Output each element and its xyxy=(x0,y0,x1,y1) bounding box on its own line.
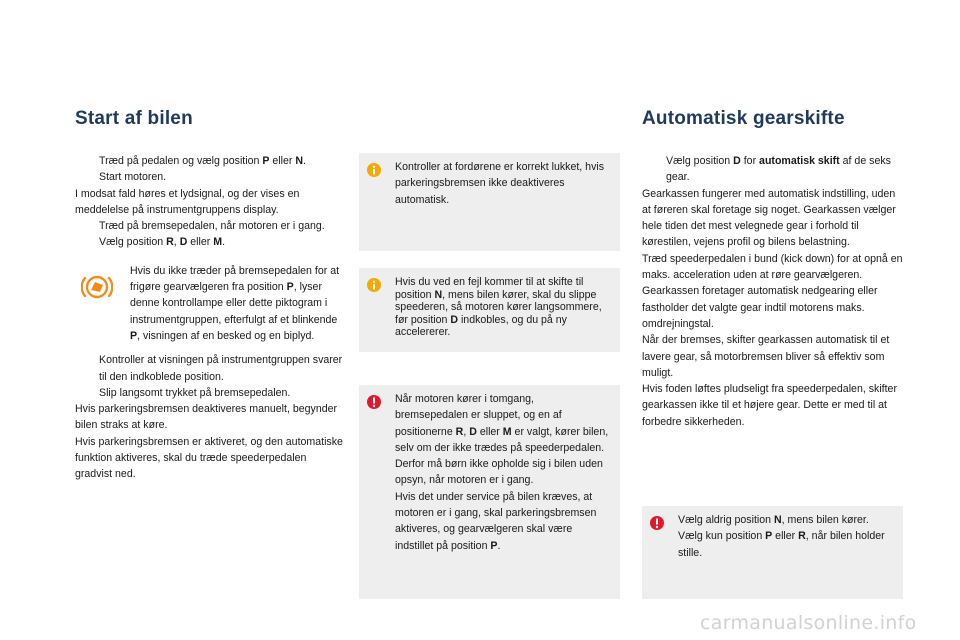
warning-idle-children: Derfor må børn ikke opholde sig i bilen uden opsyn, når motoren er i gang. xyxy=(395,458,603,487)
step-brake-pedal: Træd på bremsepedalen, når motoren er i gang. xyxy=(99,220,325,233)
paragraph-foot-lift: Hvis foden løftes pludseligt fra speederpedalen, skifter gearkassen ikke til et højere gear. Dette er med til at forbedre sikkerheden. xyxy=(642,383,897,428)
info-icon xyxy=(367,278,381,292)
step-start-engine: Start motoren. xyxy=(99,171,167,184)
section-title-start: Start af bilen xyxy=(75,108,193,129)
step-check-display: Kontroller at visningen på instrumentgruppen svarer til den indkoblede position. xyxy=(99,354,343,383)
warning-idle-line1: Når motoren kører i tomgang, bremsepedalen er sluppet, og en af positionerne R, D eller M er valgt, kører bilen, selv om der ikke trædes på speederpedalen. xyxy=(395,393,609,454)
start-column xyxy=(75,153,343,483)
paragraph-auto-mode: Gearkassen fungerer med automatisk indstilling, uden at føreren skal foretage sig noget. Gearkassen vælger hele tiden det mest velegnede gear i forhold til kørestilen, vejens profil og bilens belastning. xyxy=(642,187,896,249)
paragraph-auto-brake: Hvis parkeringsbremsen er aktiveret, og den automatiske funktion aktiveres, skal du træde speederpedalen gradvist ned. xyxy=(75,435,343,481)
step-select-gear: Vælg position R, D eller M. xyxy=(99,236,226,249)
info-text-doors: Kontroller at fordørene er korrekt lukket, hvis parkeringsbremsen ikke deaktiveres automatisk. xyxy=(395,161,605,206)
info-text-neutral: Hvis du ved en fejl kommer til at skifte til position N, mens bilen kører, skal du slippe speederen, så motoren kører langsommere, før position D indkobles, og du på ny accelererer. xyxy=(395,276,602,339)
gearbox-column xyxy=(642,153,904,430)
warning-text-neutral xyxy=(678,512,888,561)
section-title-gearbox: Automatisk gearskifte xyxy=(642,108,845,129)
info-box-doors xyxy=(359,153,620,251)
watermark: carmanualsonline.info xyxy=(700,612,917,634)
step-select-drive: Vælg position D for automatisk skift af de seks gear. xyxy=(666,155,891,184)
warning-box-neutral xyxy=(642,506,903,599)
warning-idle-service: Hvis det under service på bilen kræves, at motoren er i gang, skal parkeringsbremsen aktiveres, og gearvælgeren skal være indstillet på position P. xyxy=(395,490,597,552)
paragraph-braking: Når der bremses, skifter gearkassen automatisk til et lavere gear, så motorbremsen bliver så effektiv som muligt. xyxy=(642,334,890,379)
info-box-neutral xyxy=(359,268,620,352)
warning-text-idle xyxy=(395,391,609,554)
foot-on-brake-warning-icon xyxy=(81,273,113,301)
warning-icon xyxy=(367,395,381,409)
warning-lamp-note: Hvis du ikke træder på bremsepedalen for at frigøre gearvælgeren fra position P, lyser denne kontrollampe eller dette piktogram i instrumentgruppen, efterfulgt af et blinkende P, visningen af en besked og en biplyd. xyxy=(75,263,343,344)
paragraph-manual-brake: Hvis parkeringsbremsen deaktiveres manuelt, begynder bilen straks at køre. xyxy=(75,403,338,432)
info-icon xyxy=(367,163,381,177)
warning-park-reverse: Vælg kun position P eller R, når bilen holder stille. xyxy=(678,530,885,559)
warning-box-idle xyxy=(359,385,620,599)
warning-never-neutral: Vælg aldrig position N, mens bilen kører. xyxy=(678,514,869,526)
warning-icon xyxy=(650,516,664,530)
step-select-position: Træd på pedalen og vælg position P eller N. xyxy=(99,155,306,167)
paragraph-signal: I modsat fald høres et lydsignal, og der vises en meddelelse på instrumentgruppens display. xyxy=(75,187,300,216)
paragraph-kick-down: Træd speederpedalen i bund (kick down) for at opnå en maks. acceleration uden at røre gearvælgeren. Gearkassen foretager automatisk nedgearing eller fastholder det valgte gear indtil motorens maks. omdrejningstal. xyxy=(642,252,903,330)
step-release-brake: Slip langsomt trykket på bremsepedalen. xyxy=(99,386,291,399)
